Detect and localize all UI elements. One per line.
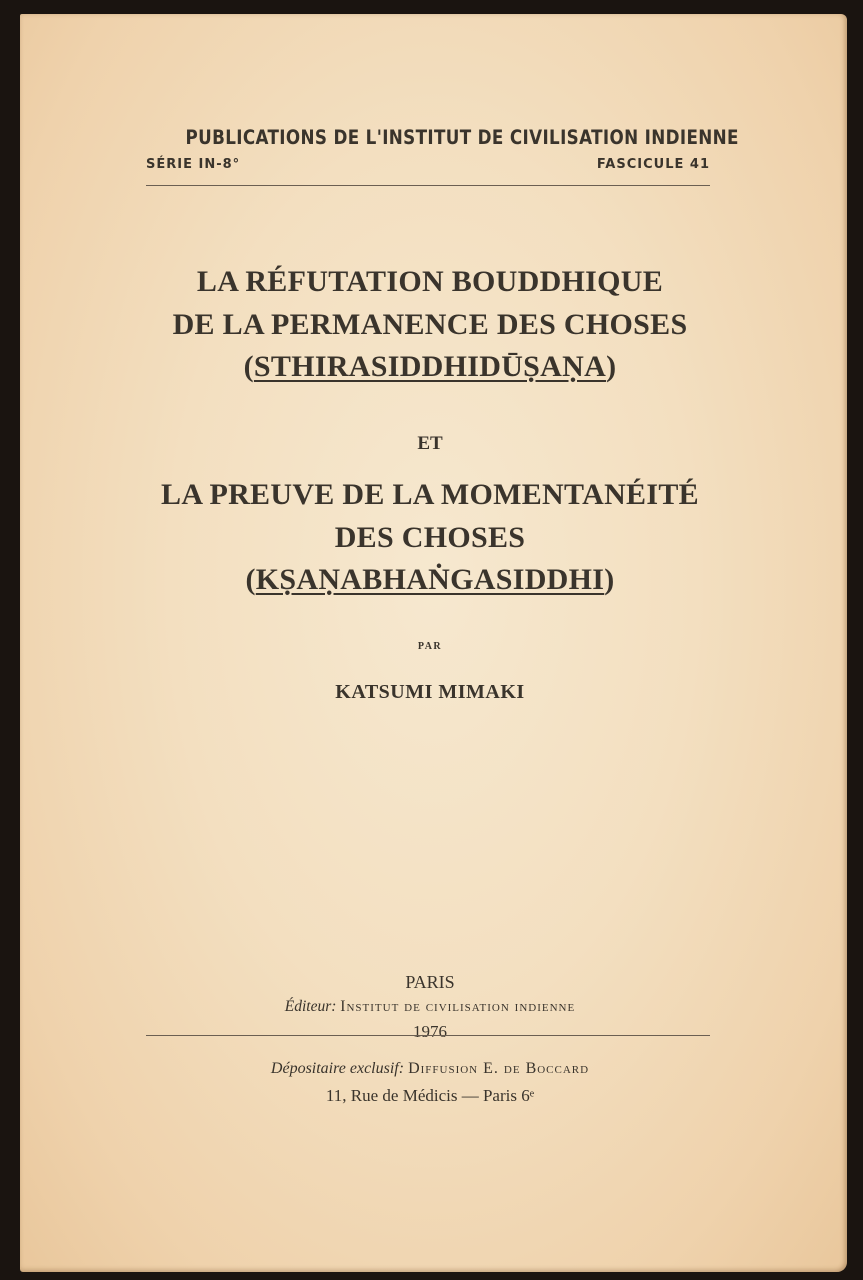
by-label: PAR: [417, 641, 443, 652]
imprint-publisher: Éditeur: Institut de civilisation indienne: [284, 998, 576, 1015]
sanskrit-title-2: KṢAṆABHAṄGASIDDHI: [255, 563, 605, 596]
imprint-city: PARIS: [405, 972, 455, 992]
sanskrit-title-1: STHIRASIDDHIDŪṢAṆA: [253, 350, 607, 383]
series-meta: [146, 157, 710, 172]
imprint-year: 1976: [413, 1022, 447, 1041]
title-part1-sanskrit: (STHIRASIDDHIDŪṢAṆA): [243, 350, 617, 383]
title-conjunction: ET: [417, 433, 443, 454]
title-part2-sanskrit: (KṢAṆABHAṄGASIDDHI): [245, 563, 615, 596]
imprint-distributor: Dépositaire exclusif: Diffusion E. de Boccard: [270, 1060, 590, 1077]
title-part1-line1: LA RÉFUTATION BOUDDHIQUE: [196, 265, 664, 298]
series-title: PUBLICATIONS DE L'INSTITUT DE CIVILISATION INDIENNE: [185, 126, 739, 149]
title-part2-line2: DES CHOSES: [334, 521, 526, 554]
series-format: SÉRIE IN-8°: [146, 157, 241, 172]
book-cover: [20, 14, 847, 1272]
imprint-address: 11, Rue de Médicis — Paris 6ᵉ: [325, 1086, 535, 1105]
author-name: KATSUMI MIMAKI: [335, 681, 525, 703]
title-part1-line2: DE LA PERMANENCE DES CHOSES: [172, 308, 688, 341]
top-divider: [146, 185, 710, 186]
bottom-divider: [146, 1035, 710, 1036]
fascicule-number: FASCICULE 41: [596, 157, 710, 172]
title-part2-line1: LA PREUVE DE LA MOMENTANÉITÉ: [161, 478, 699, 511]
